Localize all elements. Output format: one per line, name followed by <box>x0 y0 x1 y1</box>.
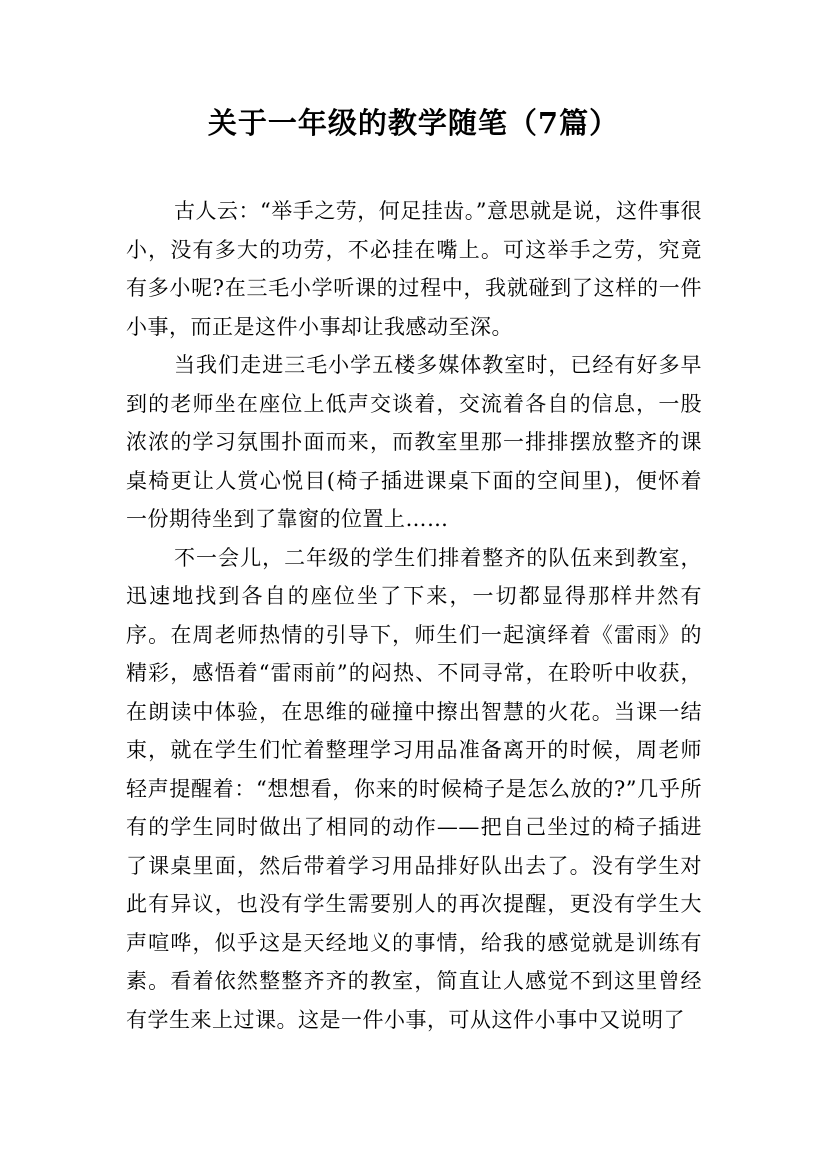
paragraph: 当我们走进三毛小学五楼多媒体教室时，已经有好多早到的老师坐在座位上低声交谈着，交流着各自的信息，一股浓浓的学习氛围扑面而来，而教室里那一排排摆放整齐的课桌椅更让人赏心悦目(椅子插进课桌下面的空间里)，便怀着一份期待坐到了靠窗的位置上…… <box>126 353 702 531</box>
paragraph: 不一会儿，二年级的学生们排着整齐的队伍来到教室，迅速地找到各自的座位坐了下来，一切都显得那样井然有序。在周老师热情的引导下，师生们一起演绎着《雷雨》的精彩，感悟着“雷雨前”的闷热、不同寻常，在聆听中收获，在朗读中体验，在思维的碰撞中擦出智慧的火花。当课一结束，就在学生们忙着整理学习用品准备离开的时候，周老师轻声提醒着：“想想看，你来的时候椅子是怎么放的?”几乎所有的学生同时做出了相同的动作——把自己坐过的椅子插进了课桌里面，然后带着学习用品排好队出去了。没有学生对此有异议，也没有学生需要别人的再次提醒，更没有学生大声喧哗，似乎这是天经地义的事情，给我的感觉就是训练有素。看着依然整整齐齐的教室，简直让人感觉不到这里曾经有学生来上过课。这是一件小事，可从这件小事中又说明了 <box>126 545 702 1032</box>
document-title: 关于一年级的教学随笔（7篇） <box>207 106 620 140</box>
document-body <box>126 192 702 1039</box>
paragraph: 古人云：“举手之劳，何足挂齿。”意思就是说，这件事很小，没有多大的功劳，不必挂在嘴上。可这举手之劳，究竟有多小呢?在三毛小学听课的过程中，我就碰到了这样的一件小事，而正是这件小事却让我感动至深。 <box>126 199 702 339</box>
